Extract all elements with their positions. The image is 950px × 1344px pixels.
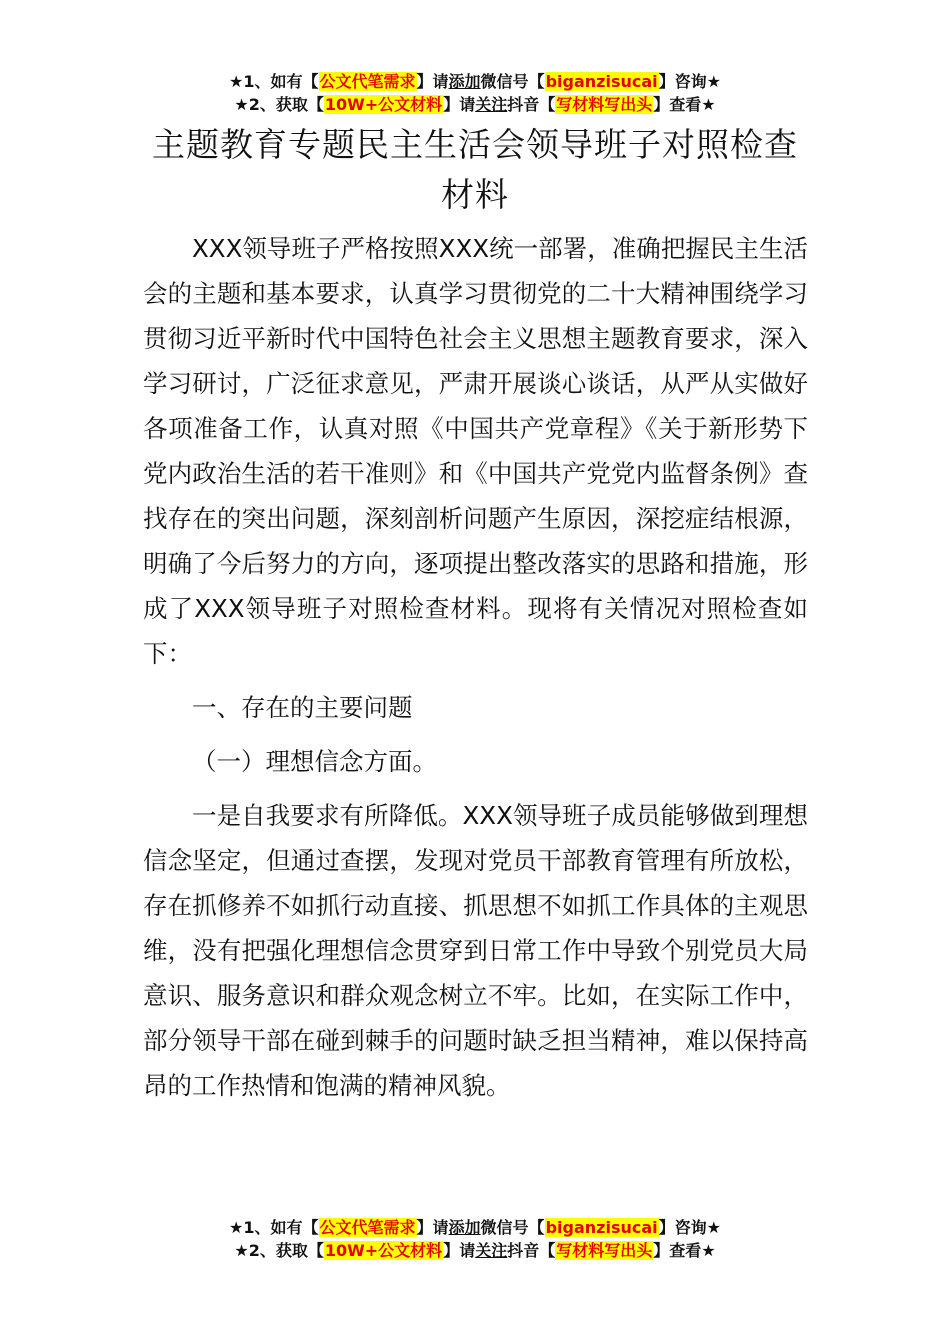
promo-underlined-text: 添加 [448, 1218, 481, 1237]
promo-text: 抖音【 [507, 95, 556, 114]
promo-douyin-id: 写材料写出头 [556, 1241, 653, 1260]
promo-highlight: 10W+公文材料 [324, 95, 443, 114]
promo-text: 抖音【 [507, 1241, 556, 1260]
promo-text: 】请 [443, 1241, 476, 1260]
promo-line-1 [0, 1216, 950, 1239]
promo-underlined-text: 关注 [475, 95, 508, 114]
promo-text: ★2、获取【 [234, 95, 324, 114]
promo-line-1 [0, 70, 950, 93]
promo-text: 】咨询★ [658, 72, 721, 91]
promo-highlight: 公文代笔需求 [319, 1218, 416, 1237]
document-title: 主题教育专题民主生活会领导班子对照检查材料 [152, 125, 798, 214]
section-heading: 一、存在的主要问题 [192, 693, 413, 722]
promo-douyin-id: 写材料写出头 [556, 95, 653, 114]
promo-text: 微信号【 [480, 1218, 545, 1237]
promo-highlight: 公文代笔需求 [319, 72, 416, 91]
promo-text: 】请 [416, 1218, 449, 1237]
promo-text: 】请 [443, 95, 476, 114]
promo-text: ★1、如有【 [229, 72, 319, 91]
body-paragraph: XXX领导班子严格按照XXX统一部署，准确把握民主生活会的主题和基本要求，认真学习贯彻党的二十大精神围绕学习贯彻习近平新时代中国特色社会主义思想主题教育要求，深入学习研讨，广泛征求意见，严肃开展谈心谈话，从严从实做好各项准备工作，认真对照《中国共产党章程》《关于新形势下党内政治生活的若干准则》和《中国共产党党内监督条例》查找存在的突出问题，深刻剖析问题产生原因，深挖症结根源，明确了今后努力的方向，逐项提出整改落实的思路和措施，形成了XXX领导班子对照检查材料。现将有关情况对照检查如下： [143, 234, 808, 668]
promo-text: 】查看★ [653, 95, 716, 114]
promo-underlined-text: 添加 [448, 72, 481, 91]
promo-text: ★2、获取【 [234, 1241, 324, 1260]
promo-text: ★1、如有【 [229, 1218, 319, 1237]
promo-text: 】查看★ [653, 1241, 716, 1260]
footer-promo-banner [0, 1216, 950, 1262]
promo-text: 】请 [416, 72, 449, 91]
promo-underlined-text: 关注 [475, 1241, 508, 1260]
promo-text: 】咨询★ [658, 1218, 721, 1237]
promo-line-2 [0, 93, 950, 116]
promo-wechat-id: biganzisucai [545, 1218, 658, 1237]
header-promo-banner [0, 70, 950, 116]
document-body [143, 226, 808, 1108]
promo-wechat-id: biganzisucai [545, 72, 658, 91]
promo-highlight: 10W+公文材料 [324, 1241, 443, 1260]
promo-line-2 [0, 1239, 950, 1262]
body-paragraph: 一是自我要求有所降低。XXX领导班子成员能够做到理想信念坚定，但通过查摆，发现对党员干部教育管理有所放松，存在抓修养不如抓行动直接、抓思想不如抓工作具体的主观思维，没有把强化理想信念贯穿到日常工作中导致个别党员大局意识、服务意识和群众观念树立不牢。比如，在实际工作中，部分领导干部在碰到棘手的问题时缺乏担当精神，难以保持高昂的工作热情和饱满的精神风貌。 [143, 801, 808, 1100]
subsection-heading: （一）理想信念方面。 [192, 747, 437, 776]
promo-text: 微信号【 [480, 72, 545, 91]
